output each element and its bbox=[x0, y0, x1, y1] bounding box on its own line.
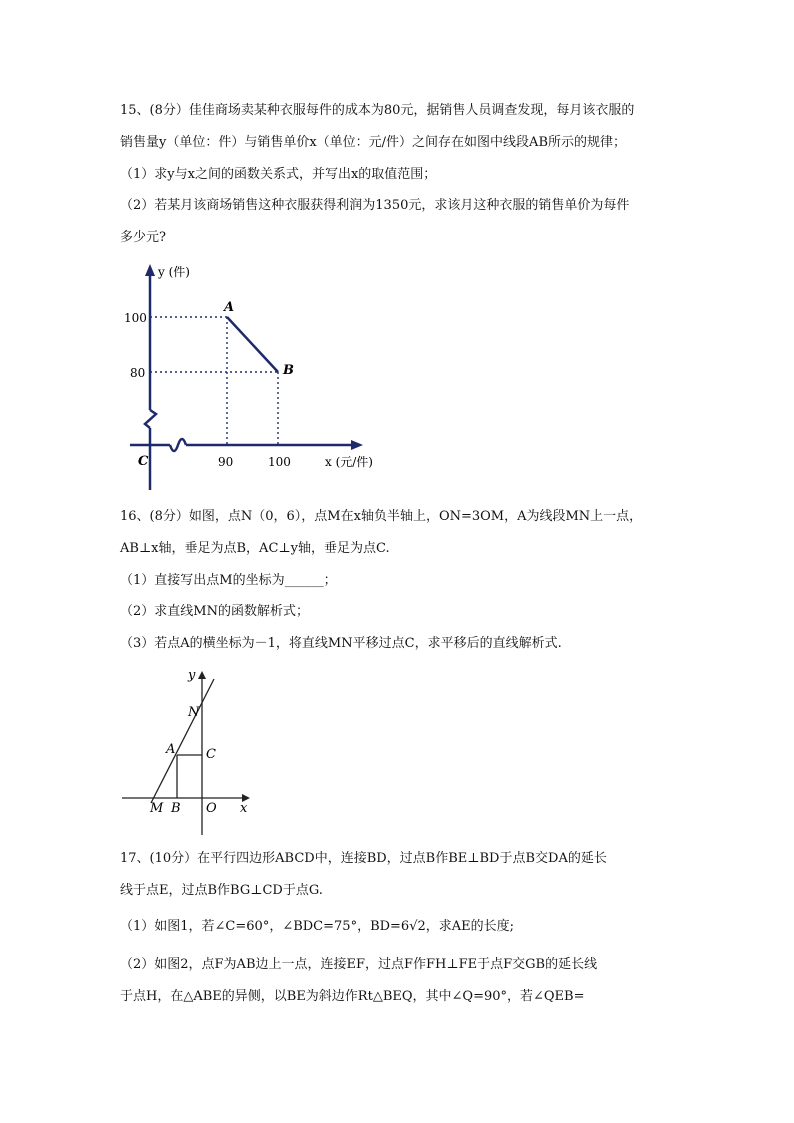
x-axis-break bbox=[170, 439, 186, 451]
q16-line1: 16、(8分）如图，点N（0，6），点M在x轴负半轴上，ON=3OM，A为线段MN上一点， bbox=[120, 509, 643, 524]
q15-line1: 15、(8分）佳佳商场卖某种衣服每件的成本为80元，据销售人员调查发现，每月该衣服的 bbox=[120, 103, 635, 118]
y-axis-arrow bbox=[198, 671, 206, 679]
q17-part2b: 于点H，在△ABE的异侧，以BE为斜边作Rt△BEQ，其中∠Q=90°，若∠QEB= bbox=[120, 989, 585, 1004]
q17-part1: （1）如图1，若∠C=60°，∠BDC=75°，BD=6√2，求AE的长度; bbox=[120, 919, 515, 934]
q16-line2: AB⊥x轴，垂足为点B，AC⊥y轴，垂足为点C. bbox=[120, 541, 390, 556]
y-axis-break bbox=[145, 410, 156, 428]
label-c: C bbox=[206, 747, 216, 762]
q16-part3: （3）若点A的横坐标为－1，将直线MN平移过点C，求平移后的直线解析式. bbox=[120, 636, 562, 651]
q17-line1: 17、(10分）在平行四边形ABCD中，连接BD，过点B作BE⊥BD于点B交DA的延长 bbox=[120, 851, 607, 866]
label-a: A bbox=[166, 742, 176, 757]
q15-part1: （1）求y与x之间的函数关系式，并写出x的取值范围； bbox=[120, 167, 437, 182]
label-b: B bbox=[171, 801, 181, 816]
x-tick-90: 90 bbox=[218, 455, 234, 469]
line-mn bbox=[151, 679, 214, 803]
q15-part2a: （2）若某月该商场销售这种衣服获得利润为1350元，求该月这种衣服的销售单价为每件 bbox=[120, 198, 630, 213]
y-axis-arrow bbox=[145, 264, 155, 276]
y-tick-100: 100 bbox=[124, 311, 147, 325]
point-b-label: B bbox=[283, 363, 294, 378]
q16-part1: （1）直接写出点M的坐标为______； bbox=[120, 573, 337, 588]
q16-figure bbox=[118, 665, 258, 840]
y-axis-label: y (件) bbox=[158, 265, 190, 279]
point-a-label: A bbox=[224, 300, 235, 315]
label-o: O bbox=[206, 801, 217, 816]
label-m: M bbox=[150, 801, 164, 816]
y-tick-80: 80 bbox=[130, 366, 146, 380]
q17-part2a: （2）如图2，点F为AB边上一点，连接EF，过点F作FH⊥FE于点F交GB的延长线 bbox=[120, 957, 598, 972]
label-n: N bbox=[188, 705, 200, 720]
origin-label: C bbox=[138, 454, 149, 469]
x-tick-100: 100 bbox=[268, 455, 291, 469]
segment-ab bbox=[227, 317, 278, 372]
q17-line2: 线于点E，过点B作BG⊥CD于点G. bbox=[120, 883, 323, 898]
q16-part2: （2）求直线MN的函数解析式； bbox=[120, 604, 309, 619]
q15-line2: 销售量y（单位：件）与销售单价x（单位：元/件）之间存在如图中线段AB所示的规律； bbox=[120, 135, 626, 150]
x-axis-arrow bbox=[351, 440, 363, 450]
label-y: y bbox=[188, 668, 196, 683]
q15-graph bbox=[120, 262, 400, 492]
x-axis-label: x (元/件) bbox=[325, 455, 373, 469]
label-x: x bbox=[240, 801, 248, 816]
q15-part2b: 多少元? bbox=[120, 230, 166, 245]
